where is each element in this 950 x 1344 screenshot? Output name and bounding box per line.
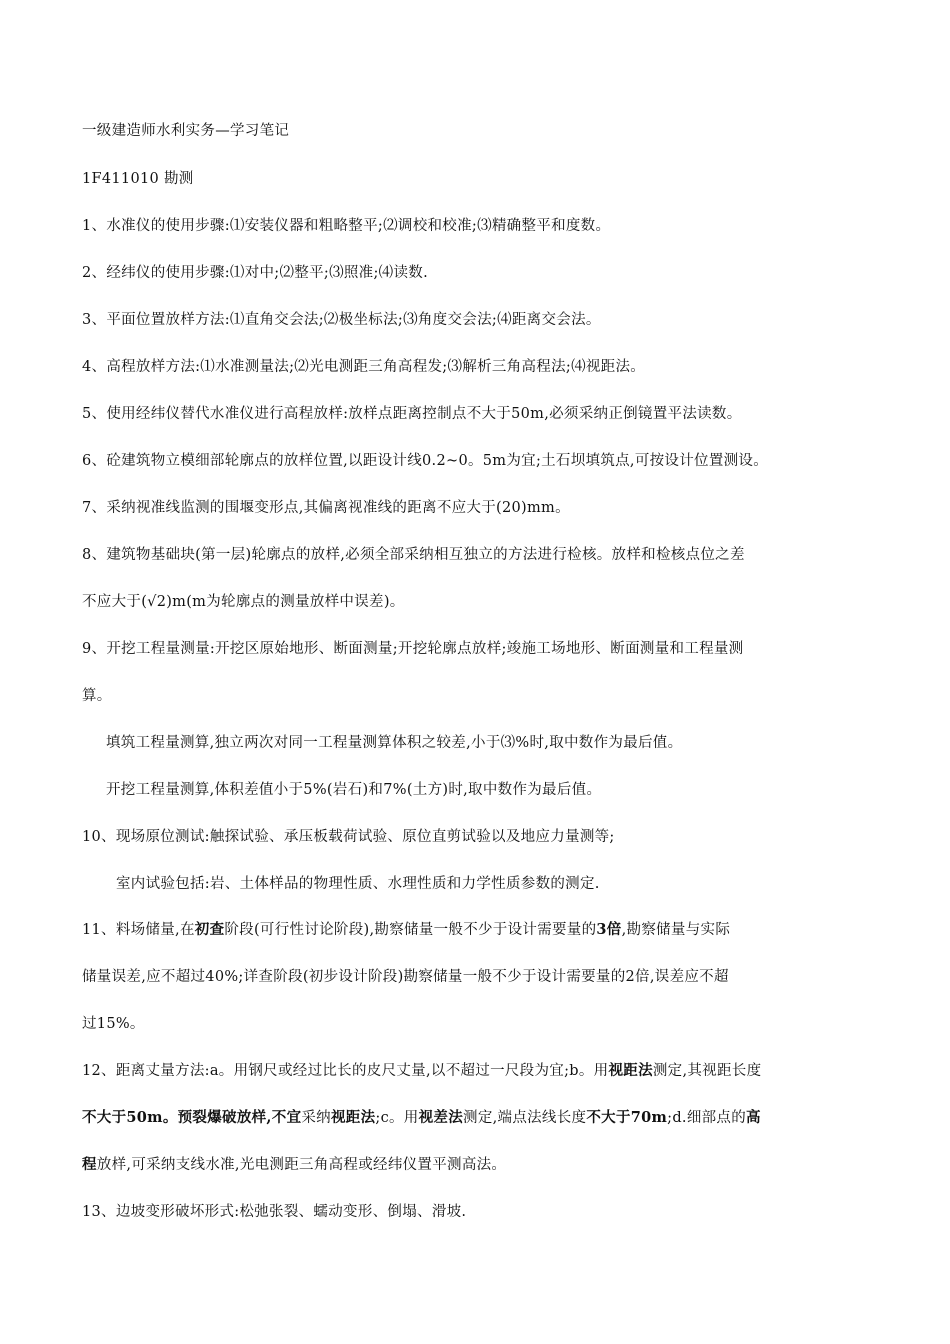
note-item-8-line-2: 不应大于(√2)m(m为轮廓点的测量放样中误差)。 (82, 594, 405, 610)
bold-term: 不大于50m。预裂爆破放样,不宜 (82, 1109, 302, 1126)
note-item-7: 7、采纳视准线监测的围堰变形点,其偏离视准线的距离不应大于(20)mm。 (82, 500, 570, 516)
note-item-12-line-1 (82, 1061, 882, 1081)
note-item-5: 5、使用经纬仪替代水准仪进行高程放样:放样点距离控制点不大于50m,必须采纳正倒镜置平法读数。 (82, 406, 742, 422)
note-item-9-sub-1: 填筑工程量测算,独立两次对同一工程量测算体积之较差,小于⑶%时,取中数作为最后值。 (106, 735, 683, 751)
note-item-3: 3、平面位置放样方法:⑴直角交会法;⑵极坐标法;⑶角度交会法;⑷距离交会法。 (82, 312, 601, 328)
note-item-11-line-3: 过15%。 (82, 1016, 145, 1032)
note-item-10-sub: 室内试验包括:岩、土体样品的物理性质、水理性质和力学性质参数的测定. (116, 876, 600, 892)
note-item-12-line-2 (82, 1108, 882, 1128)
bold-term: 视距法 (608, 1062, 653, 1079)
note-item-9-line-1: 9、开挖工程量测量:开挖区原始地形、断面测量;开挖轮廓点放样;竣施工场地形、断面测量和工程量测 (82, 641, 744, 657)
text-run: 11、料场储量,在 (82, 922, 195, 938)
bold-term: 不大于70m (586, 1109, 668, 1126)
note-item-4: 4、高程放样方法:⑴水准测量法;⑵光电测距三角高程发;⑶解析三角高程法;⑷视距法。 (82, 359, 646, 375)
bold-term: 初查 (194, 921, 225, 938)
text-run: ;c。用 (375, 1110, 419, 1126)
bold-term: 视差法 (418, 1109, 464, 1126)
note-item-10: 10、现场原位测试:触探试验、承压板载荷试验、原位直剪试验以及地应力量测等; (82, 829, 615, 845)
bold-term: 程 (82, 1156, 97, 1173)
section-heading: 1F411010 勘测 (82, 171, 194, 187)
bold-term: 3倍 (596, 921, 622, 938)
note-item-8-line-1: 8、建筑物基础块(第一层)轮廓点的放样,必须全部采纳相互独立的方法进行检核。放样和检核点位之差 (82, 547, 745, 563)
text-run: ,勘察储量与实际 (621, 922, 731, 938)
note-item-2: 2、经纬仪的使用步骤:⑴对中;⑵整平;⑶照准;⑷读数. (82, 265, 428, 281)
text-run: 12、距离丈量方法:a。用钢尺或经过比长的皮尺丈量,以不超过一尺段为宜;b。用 (82, 1063, 609, 1079)
note-item-11-line-2: 储量误差,应不超过40%;详查阶段(初步设计阶段)勘察储量一般不少于设计需要量的2倍,误差应不超 (82, 969, 729, 985)
text-run: ;d.细部点的 (667, 1110, 747, 1126)
note-item-11-line-1 (82, 920, 882, 940)
note-item-9-line-2: 算。 (82, 688, 112, 704)
note-item-1: 1、水准仪的使用步骤:⑴安装仪器和粗略整平;⑵调校和校准;⑶精确整平和度数。 (82, 218, 611, 234)
text-run: 阶段(可行性讨论阶段),勘察储量一般不少于设计需要量的 (224, 922, 597, 938)
note-item-12-line-3 (82, 1155, 882, 1175)
document-title: 一级建造师水利实务—学习笔记 (82, 123, 290, 139)
note-item-6: 6、砼建筑物立模细部轮廓点的放样位置,以距设计线0.2~0。5m为宜;土石坝填筑点,可按设计位置测设。 (82, 453, 769, 469)
note-item-9-sub-2: 开挖工程量测算,体积差值小于5%(岩石)和7%(土方)时,取中数作为最后值。 (106, 782, 602, 798)
note-item-13: 13、边坡变形破坏形式:松弛张裂、蠕动变形、倒塌、滑坡. (82, 1204, 467, 1220)
text-run: 测定,其视距长度 (652, 1063, 762, 1079)
bold-term: 视距法 (330, 1109, 376, 1126)
bold-term: 高 (746, 1109, 761, 1126)
text-run: 放样,可采纳支线水准,光电测距三角高程或经纬仪置平测高法。 (96, 1157, 507, 1173)
text-run: 采纳 (301, 1110, 331, 1126)
text-run: 测定,端点法线长度 (463, 1110, 587, 1126)
